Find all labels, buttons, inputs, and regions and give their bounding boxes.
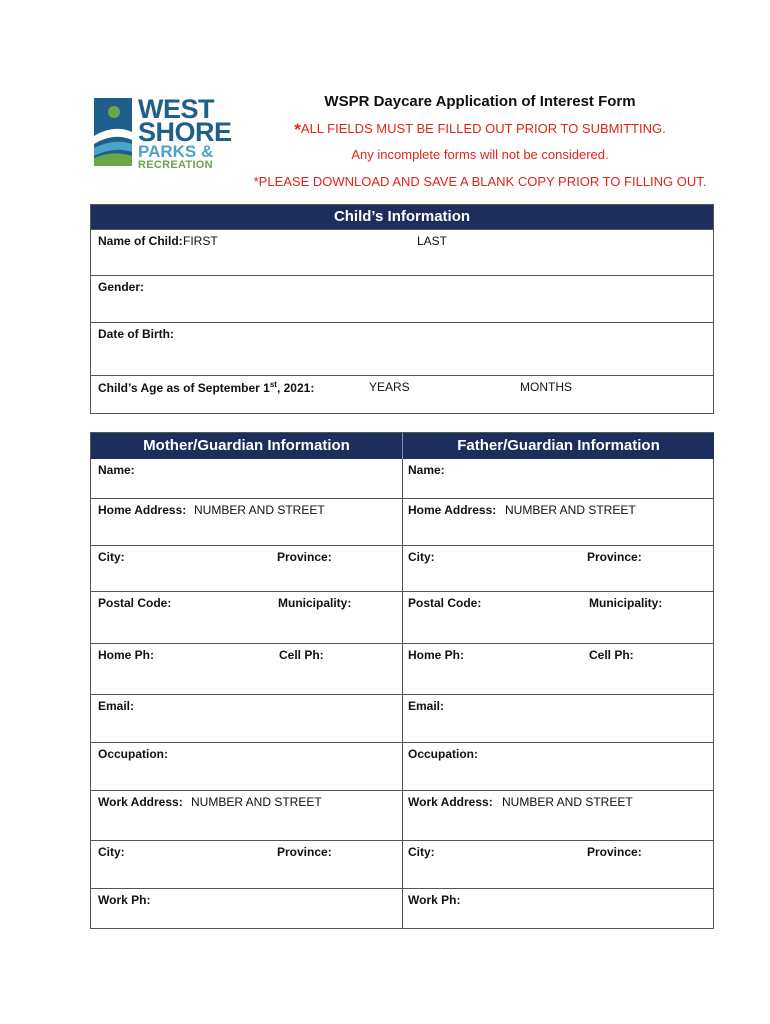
mother-postal-label: Postal Code: <box>98 596 172 610</box>
mother-work-ph-row[interactable] <box>91 888 402 928</box>
father-postal-label: Postal Code: <box>408 596 482 610</box>
father-work-ph-row[interactable] <box>402 888 713 928</box>
mother-name-row[interactable] <box>91 459 402 498</box>
father-work-city-row[interactable] <box>402 840 713 888</box>
child-age-label-post: , 2021: <box>276 381 315 395</box>
father-municipality-label: Municipality: <box>589 596 663 610</box>
mother-email-label: Email: <box>98 699 135 713</box>
mother-home-address-label: Home Address: <box>98 503 187 517</box>
logo-text-west: WEST <box>138 94 214 124</box>
father-phone-row[interactable] <box>402 643 713 694</box>
father-home-ph-label: Home Ph: <box>408 648 465 662</box>
mother-postal-row[interactable] <box>91 591 402 643</box>
form-title: WSPR Daycare Application of Interest Form <box>324 93 636 110</box>
father-name-label: Name: <box>408 463 445 477</box>
father-work-city-label: City: <box>408 845 435 859</box>
mother-column <box>91 459 403 928</box>
father-cell-ph-label: Cell Ph: <box>589 648 634 662</box>
father-work-province-label: Province: <box>587 845 642 859</box>
mother-work-address-label: Work Address: <box>98 795 183 809</box>
mother-home-address-row[interactable] <box>91 498 402 545</box>
mother-city-label: City: <box>98 550 125 564</box>
logo-text-recreation: RECREATION <box>138 159 213 171</box>
father-work-address-label: Work Address: <box>408 795 493 809</box>
father-city-row[interactable] <box>402 545 713 591</box>
mother-email-row[interactable] <box>91 694 402 742</box>
father-province-label: Province: <box>587 550 642 564</box>
mother-work-ph-label: Work Ph: <box>98 893 151 907</box>
child-gender-label: Gender: <box>98 280 145 294</box>
child-info-section <box>90 204 714 414</box>
father-email-row[interactable] <box>402 694 713 742</box>
logo-text-shore: SHORE <box>138 117 232 147</box>
logo-mark-icon <box>94 96 134 168</box>
child-name-row[interactable] <box>91 229 713 275</box>
notice-incomplete: Any incomplete forms will not be considered. <box>351 147 609 162</box>
child-age-label-sup: st <box>269 380 277 389</box>
child-months-hint: MONTHS <box>520 380 572 394</box>
father-name-row[interactable] <box>402 459 713 498</box>
father-work-ph-label: Work Ph: <box>408 893 461 907</box>
logo-text-parks: PARKS & <box>138 142 214 161</box>
father-city-label: City: <box>408 550 435 564</box>
child-dob-label: Date of Birth: <box>98 327 174 341</box>
mother-cell-ph-label: Cell Ph: <box>279 648 324 662</box>
mother-occupation-label: Occupation: <box>98 747 169 761</box>
child-first-hint: FIRST <box>183 234 218 248</box>
notice-required-fields <box>262 120 698 140</box>
wspr-logo <box>94 96 234 172</box>
child-age-row[interactable] <box>91 375 713 413</box>
father-postal-row[interactable] <box>402 591 713 643</box>
child-age-label <box>98 380 314 395</box>
guardian-info-section <box>90 432 714 929</box>
mother-occupation-row[interactable] <box>91 742 402 790</box>
notice-star: * <box>294 120 301 139</box>
father-occupation-label: Occupation: <box>408 747 479 761</box>
mother-name-label: Name: <box>98 463 135 477</box>
mother-province-label: Province: <box>277 550 332 564</box>
mother-city-row[interactable] <box>91 545 402 591</box>
mother-work-city-label: City: <box>98 845 125 859</box>
father-column <box>402 459 713 928</box>
child-age-label-pre: Child’s Age as of September 1 <box>98 381 270 395</box>
father-work-address-hint: NUMBER AND STREET <box>502 795 633 809</box>
mother-phone-row[interactable] <box>91 643 402 694</box>
father-home-address-hint: NUMBER AND STREET <box>505 503 636 517</box>
mother-work-province-label: Province: <box>277 845 332 859</box>
child-name-label: Name of Child: <box>98 234 183 248</box>
mother-work-address-row[interactable] <box>91 790 402 840</box>
notice-download: *PLEASE DOWNLOAD AND SAVE A BLANK COPY PRIOR TO FILLING OUT. <box>253 174 707 189</box>
guardian-headers <box>91 433 713 459</box>
father-email-label: Email: <box>408 699 445 713</box>
child-years-hint: YEARS <box>369 380 410 394</box>
father-work-address-row[interactable] <box>402 790 713 840</box>
father-home-address-row[interactable] <box>402 498 713 545</box>
father-home-address-label: Home Address: <box>408 503 497 517</box>
mother-municipality-label: Municipality: <box>278 596 352 610</box>
child-info-heading: Child’s Information <box>91 205 713 229</box>
notice-required-text: ALL FIELDS MUST BE FILLED OUT PRIOR TO SUBMITTING. <box>300 121 666 136</box>
child-gender-row[interactable] <box>91 275 713 322</box>
child-dob-row[interactable] <box>91 322 713 375</box>
father-info-heading: Father/Guardian Information <box>403 433 714 459</box>
mother-home-ph-label: Home Ph: <box>98 648 155 662</box>
mother-work-address-hint: NUMBER AND STREET <box>191 795 322 809</box>
child-last-hint: LAST <box>417 234 448 248</box>
mother-home-address-hint: NUMBER AND STREET <box>194 503 325 517</box>
mother-info-heading: Mother/Guardian Information <box>91 433 403 459</box>
father-occupation-row[interactable] <box>402 742 713 790</box>
mother-work-city-row[interactable] <box>91 840 402 888</box>
